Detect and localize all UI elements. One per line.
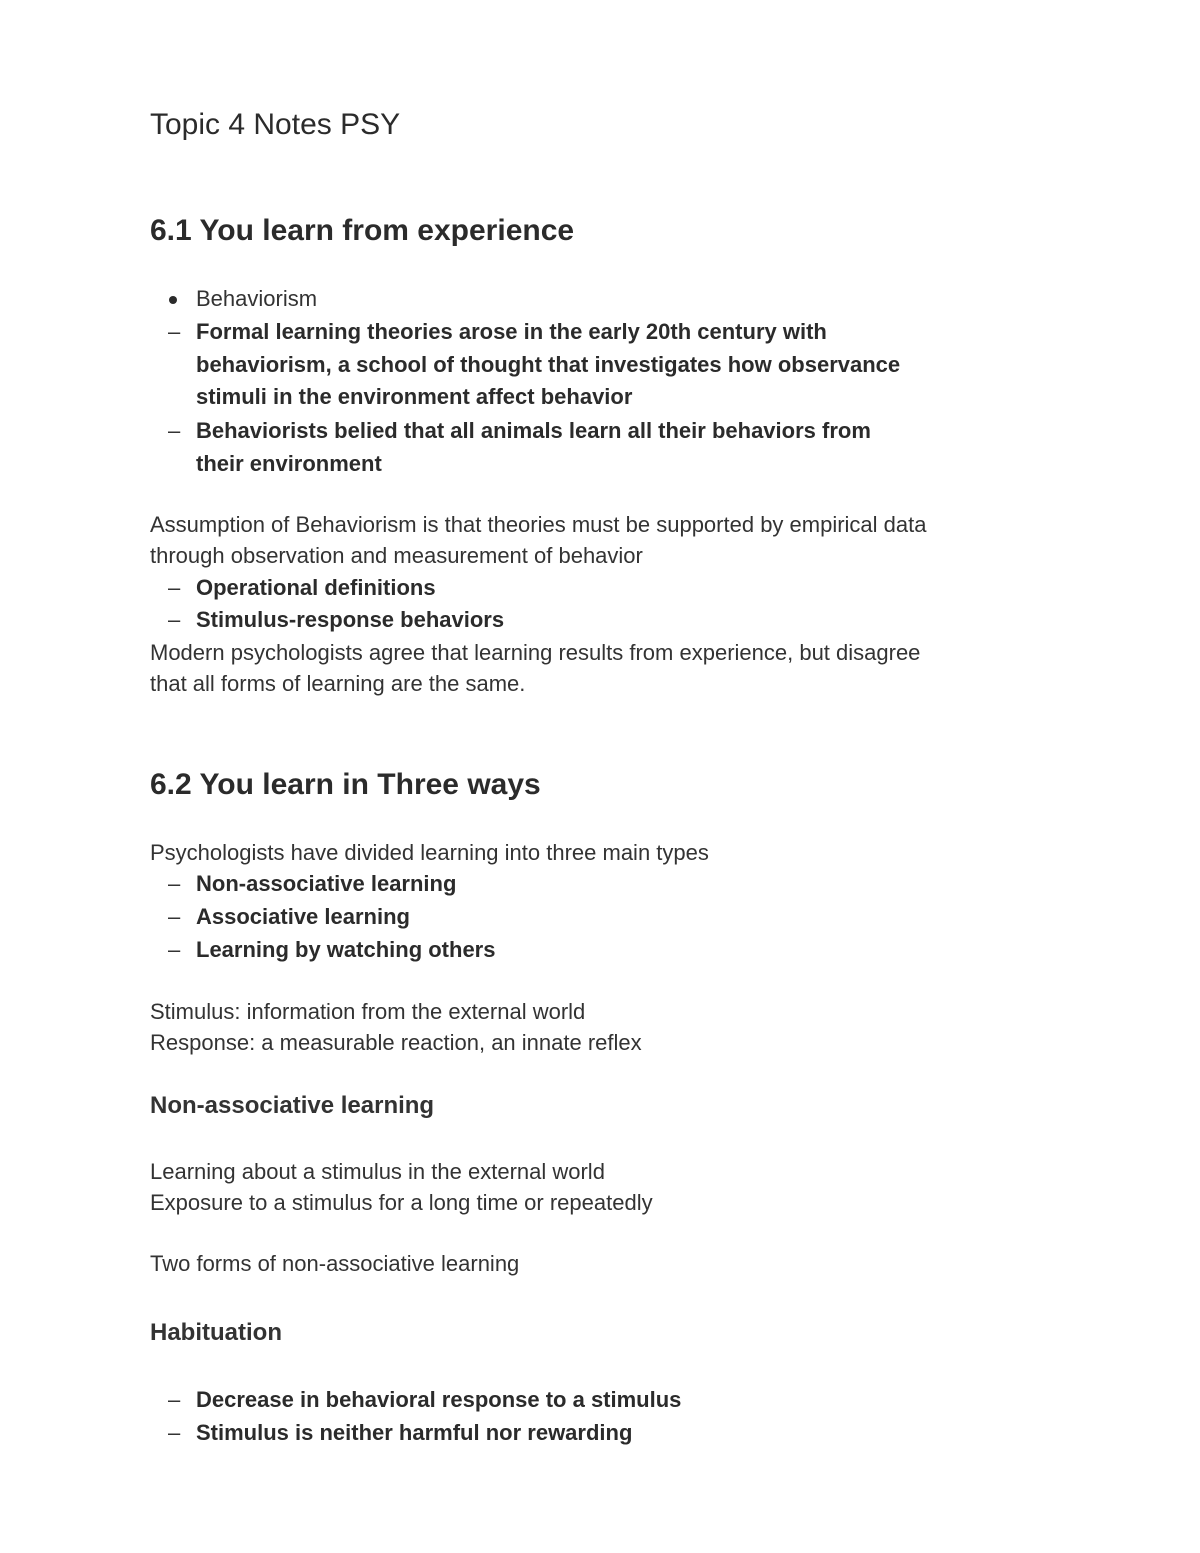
bullet-dot-icon (169, 296, 177, 304)
definition-line: Stimulus: information from the external world (150, 999, 586, 1024)
paragraph-line: Two forms of non-associative learning (150, 1251, 520, 1276)
dash-item: Decrease in behavioral response to a stimulus (196, 1387, 682, 1412)
paragraph-line: Exposure to a stimulus for a long time or repeatedly (150, 1190, 653, 1215)
dash-item-line: stimuli in the environment affect behavior (196, 384, 633, 409)
dash-marker: – (168, 1420, 181, 1445)
dash-item-line: behaviorism, a school of thought that investigates how observance (196, 352, 901, 377)
dash-marker: – (168, 319, 181, 344)
dash-marker: – (168, 871, 181, 896)
subsection-heading: Habituation (150, 1319, 282, 1346)
dash-marker: – (168, 937, 181, 962)
bullet-item: Behaviorism (196, 286, 318, 311)
dash-item: Stimulus is neither harmful nor rewarding (196, 1420, 633, 1445)
paragraph-line: through observation and measurement of behavior (150, 543, 643, 568)
dash-marker: – (168, 418, 181, 443)
dash-item: Learning by watching others (196, 937, 496, 962)
paragraph-line: that all forms of learning are the same. (150, 671, 526, 696)
dash-item-line: Formal learning theories arose in the early 20th century with (196, 319, 827, 344)
dash-marker: – (168, 607, 181, 632)
dash-item: Non-associative learning (196, 871, 457, 896)
dash-marker: – (168, 1387, 181, 1412)
paragraph-line: Assumption of Behaviorism is that theories must be supported by empirical data (150, 512, 927, 537)
subsection-heading: Non-associative learning (150, 1092, 435, 1119)
dash-item: Stimulus-response behaviors (196, 607, 505, 632)
section-heading-6-1: 6.1 You learn from experience (150, 214, 575, 247)
dash-item: Associative learning (196, 904, 410, 929)
definition-line: Response: a measurable reaction, an innate reflex (150, 1030, 642, 1055)
paragraph-line: Learning about a stimulus in the external world (150, 1159, 605, 1184)
dash-item-line: Behaviorists belied that all animals learn all their behaviors from (196, 418, 871, 443)
section-heading-6-2: 6.2 You learn in Three ways (150, 768, 541, 801)
dash-item: Operational definitions (196, 575, 436, 600)
paragraph-line: Modern psychologists agree that learning results from experience, but disagree (150, 640, 921, 665)
dash-item-line: their environment (196, 451, 382, 476)
dash-marker: – (168, 575, 181, 600)
paragraph-line: Psychologists have divided learning into three main types (150, 840, 709, 865)
page-title: Topic 4 Notes PSY (150, 108, 401, 141)
dash-marker: – (168, 904, 181, 929)
